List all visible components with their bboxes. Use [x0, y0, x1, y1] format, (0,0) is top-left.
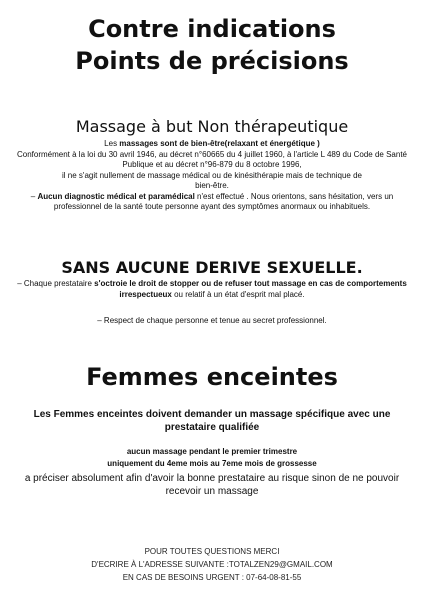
section-heading-non-therapeutic: Massage à but Non thérapeutique [75, 117, 349, 136]
section-heading-sans-derive: SANS AUCUNE DERIVE SEXUELLE. [61, 258, 363, 277]
footer-line-3: EN CAS DE BESOINS URGENT : 07-64-08-81-55 [122, 573, 302, 582]
paragraph-trimestre: aucun massage pendant le premier trimestre [126, 447, 298, 456]
paragraph-loi: Conformément à la loi du 30 avril 1946, au décret n°60665 du 4 juillet 1960, à l'article L 489 du Code de Santé Publique et au décret n°96-879 du 8 octobre 1996, [16, 149, 408, 169]
paragraph-bien-etre: Les massages sont de bien-être(relaxant et énergétique ) [104, 139, 320, 148]
section-body-sans-derive [10, 279, 414, 300]
section-heading-femmes-enceintes: Femmes enceintes [86, 363, 338, 391]
paragraph-preciser: a préciser absolument afin d'avoir la bonne prestataire au risque sinon de ne pouvoir recevoir un massage [24, 473, 400, 497]
footer-line-2: D'ECRIRE À L'ADRESSE SUIVANTE :TOTALZEN29@GMAIL.COM [91, 560, 333, 569]
paragraph-kine: il ne s'agit nullement de massage médical ou de kinésithérapie mais de technique de [62, 170, 362, 180]
paragraph-bien-etre-end: bien-être. [195, 181, 229, 190]
section-body-non-therapeutic [10, 139, 414, 213]
paragraph-droit-refuser: – Chaque prestataire s'octroie le droit de stopper ou de refuser tout massage en cas de comportements irrespectueux ou relatif à un état d'esprit mal placé. [17, 279, 407, 299]
paragraph-mois: uniquement du 4eme mois au 7eme mois de grossesse [107, 459, 317, 468]
paragraph-respect: – Respect de chaque personne et tenue au secret professionnel. [97, 316, 327, 325]
paragraph-diagnostic: – Aucun diagnostic médical et paramédical n'est effectué . Nous orientons, sans hésitation, vers un professionnel de la santé toute personne ayant des symptômes anormaux ou inhabituels. [30, 191, 394, 211]
paragraph-femmes-enceintes: Les Femmes enceintes doivent demander un massage spécifique avec une prestataire qualifiée [33, 409, 391, 433]
footer-line-1: POUR TOUTES QUESTIONS MERCI [144, 547, 280, 556]
page-title-line-1: Contre indications [88, 15, 336, 43]
page-title-line-2: Points de précisions [75, 47, 349, 75]
